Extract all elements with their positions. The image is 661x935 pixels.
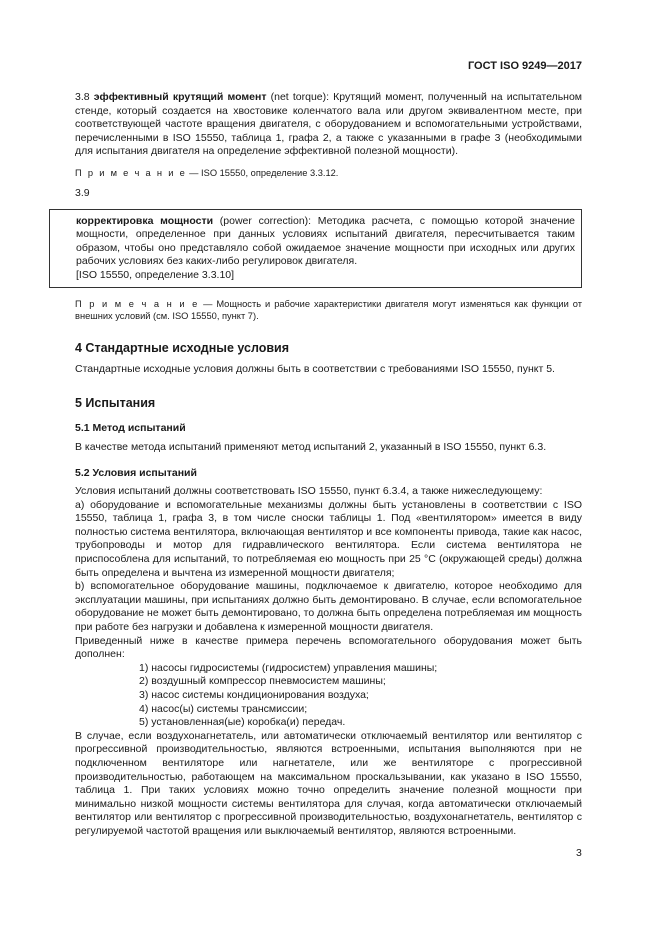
term-3-8 — [75, 91, 582, 159]
page-content — [75, 91, 582, 839]
paragraph: Условия испытаний должны соответствовать ISO 15550, пункт 6.3.4, а также нижеследующему: — [75, 485, 543, 498]
list-item: 1) насосы гидросистемы (гидросистем) управления машины; — [139, 661, 438, 674]
term-number-3-9: 3.9 — [75, 186, 90, 199]
note-3-8 — [75, 167, 582, 179]
paragraph: В случае, если воздухонагнетатель, или автоматически отключаемый вентилятор или вентилятор с прогрессивной производительностью, являются встроенными, испытания выполняются при не подключенном вентиляторе или нагнетателе, или же вентиляторе с прогрессивной производительностью, работающем на максимальном проскальзывании, как указано в ISO 15550, таблица 1. При таких условиях можно точно определить значение полезной мощности при минимально низкой мощности системы вентилятора для случая, когда автоматически отключаемый вентилятор или вентилятор с прогрессивной производительностью, воздухонагнетатель, вентилятор с регулируемой частотой вращения или выключаемый вентилятор, являются встроенными. — [75, 729, 582, 837]
subsection-5-1-text: В качестве метода испытаний применяют метод испытаний 2, указанный в ISO 15550, пункт 6.3. — [75, 440, 547, 453]
standard-designation: ГОСТ ISO 9249—2017 — [467, 60, 582, 72]
item-a: a) оборудование и вспомогательные механизмы должны быть установлены в соответствии с ISO 15550, таблица 1, графа 3, в том числе сноски таблицы 1. Под «вентилятором» имеется в виду полностью система вентилятора, включающая вентилятор и все компоненты привода, такие как насос, трубопроводы и мотор для гидравлического вентилятора. Если система вентилятора не приспособлена для испытаний, то потребляемая ею мощность при 25 °С (окружающей среды) должна быть определена и вычтена из измеренной мощности двигателя; — [75, 498, 582, 579]
term-3-9 — [76, 215, 575, 269]
page-number: 3 — [576, 847, 582, 859]
note-text: — Мощность и рабочие характеристики двигателя могут изменяться как функции от внешних условий (см. ISO 15550, пункт 7). — [75, 298, 582, 321]
note-label: П р и м е ч а н и е — [75, 167, 187, 178]
term-definition: Крутящий момент, полученный на испытательном стенде, который создается на хвостовике коленчатого вала или другом эквивалентном месте, при соответствующей частоте вращения двигателя, с оборудованием и вспомогательными устройствами, перечисленными в ISO 15550, таблица 1, графа 2, а также с указанными в графе 3 (необходимыми для испытания двигателя на определение эффективной полезной мощности). — [75, 91, 583, 158]
equipment-list — [139, 662, 582, 730]
subsection-5-1-heading: 5.1 Метод испытаний — [75, 422, 186, 435]
term-english: (net torque): — [270, 91, 330, 103]
term-definition: Методика расчета, с помощью которой значение мощности, определенное при данных условиях испытаний двигателя, пересчитывается таким образом, чтобы оно представляло собой ожидаемое значение мощности при исходных или других рабочих условиях без каких-либо регулировок двигателя. — [76, 214, 576, 268]
note-text: — ISO 15550, определение 3.3.12. — [186, 167, 339, 178]
note-label: П р и м е ч а н и е — [75, 298, 200, 309]
term-reference: [ISO 15550, определение 3.3.10] — [76, 268, 235, 281]
term-3-9-box — [49, 209, 582, 288]
section-4-heading: 4 Стандартные исходные условия — [75, 340, 290, 355]
note-3-9 — [75, 298, 582, 322]
section-5-heading: 5 Испытания — [75, 395, 156, 410]
term-title: эффективный крутящий момент — [93, 91, 267, 103]
section-4-text: Стандартные исходные условия должны быть в соответствии с требованиями ISO 15550, пункт 5. — [75, 363, 555, 376]
term-number: 3.8 — [75, 91, 90, 103]
item-b: b) вспомогательное оборудование машины, подключаемое к двигателю, которое необходимо для эксплуатации машины, при испытаниях должно быть демонтировано. В случае, если вспомогательное оборудование не может быть демонтировано, то должна быть определена потребляемая им мощность при работе без нагрузки и добавлена к измеренной мощности двигателя. — [75, 580, 582, 634]
list-item: 5) установленная(ые) коробка(и) передач. — [139, 716, 346, 729]
list-item: 3) насос системы кондиционирования воздуха; — [139, 689, 369, 701]
list-item: 2) воздушный компрессор пневмосистем машины; — [139, 675, 386, 688]
list-item: 4) насос(ы) системы трансмиссии; — [139, 702, 308, 715]
term-title: корректировка мощности — [76, 214, 214, 227]
subsection-5-2-heading: 5.2 Условия испытаний — [75, 466, 197, 479]
term-english: (power correction): — [219, 214, 312, 227]
paragraph: Приведенный ниже в качестве примера перечень вспомогательного оборудования может быть дополнен: — [75, 634, 582, 661]
